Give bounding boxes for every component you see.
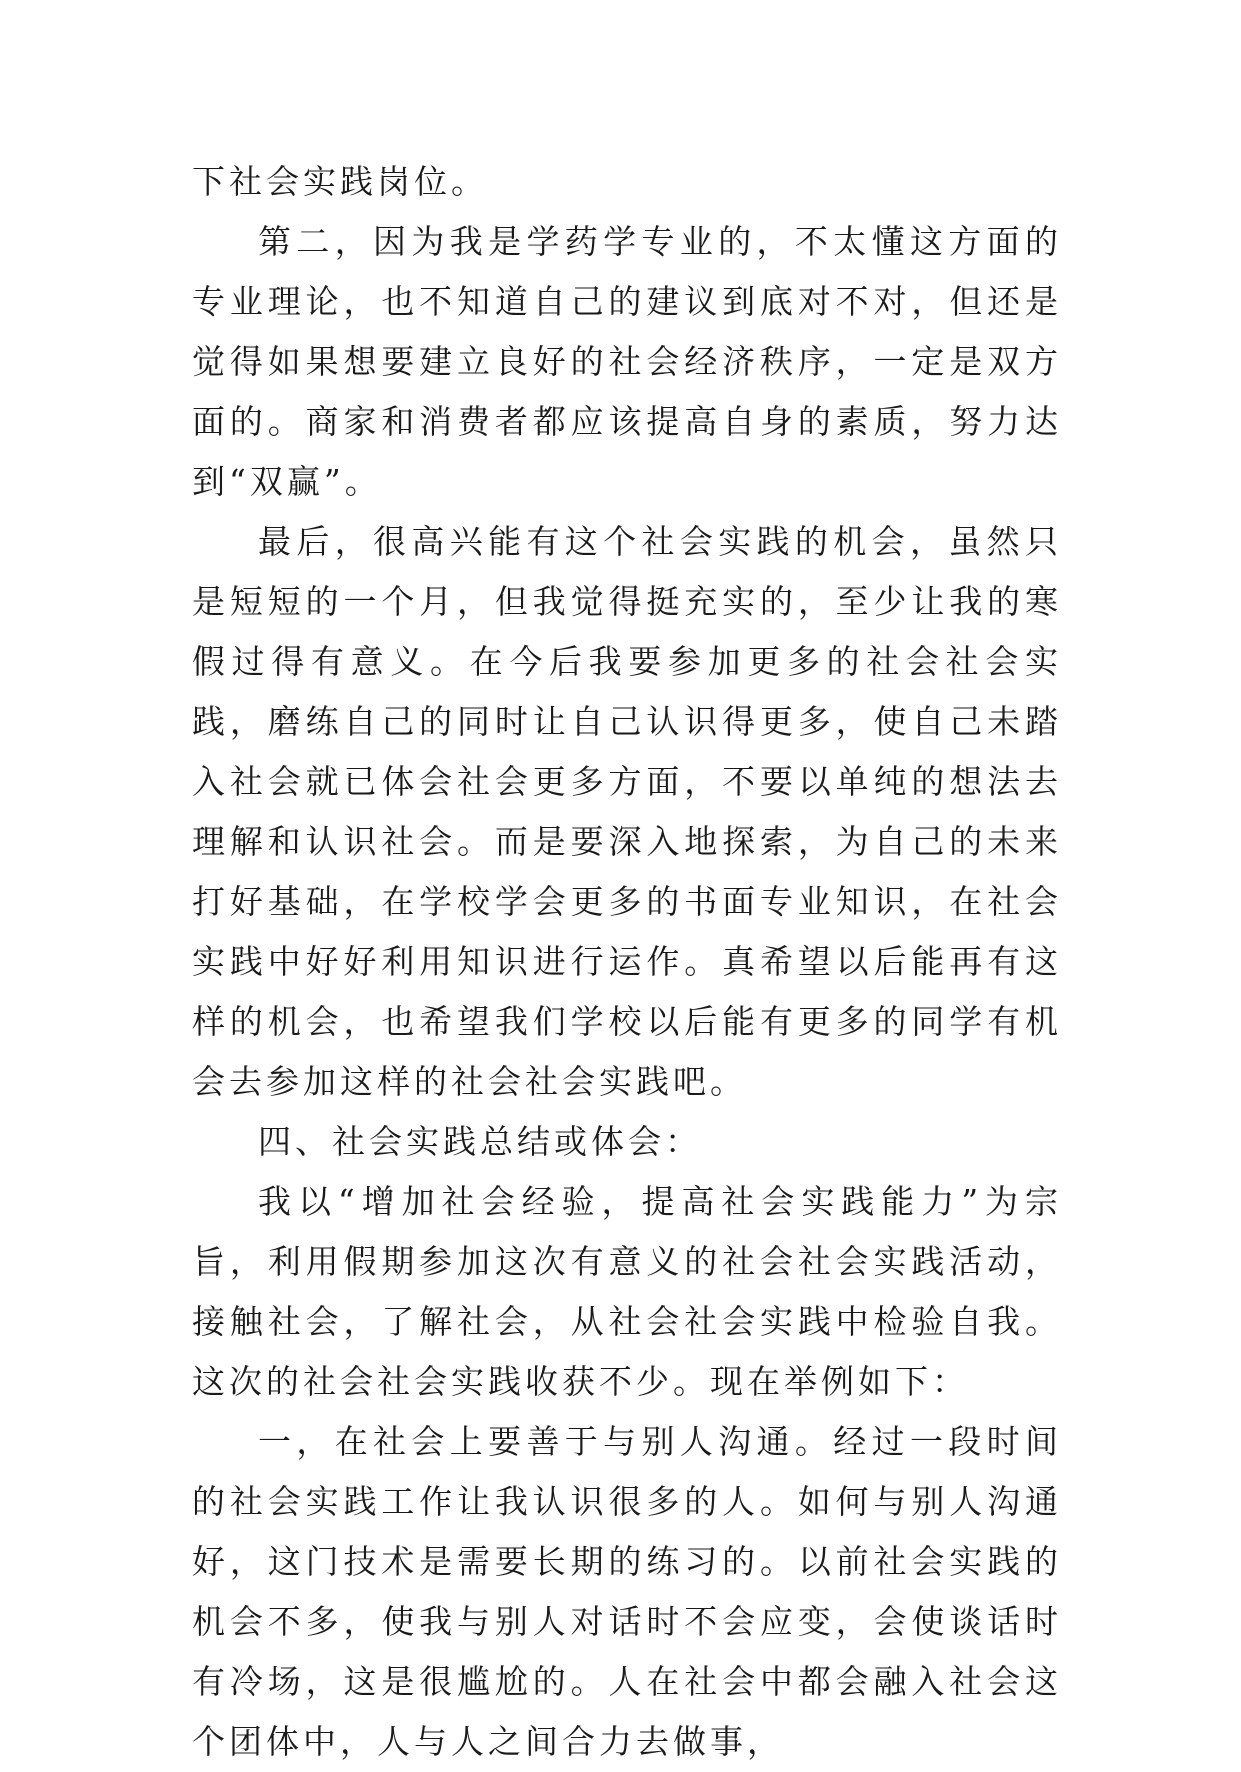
paragraph-5: 我以“增加社会经验，提高社会实践能力”为宗旨，利用假期参加这次有意义的社会社会实践活动，接触社会，了解社会，从社会社会实践中检验自我。这次的社会社会实践收获不少。现在举例如下： <box>192 1182 1062 1401</box>
paragraph-1: 下社会实践岗位。 <box>192 162 488 201</box>
document-body <box>192 152 1062 1772</box>
paragraph-6: 一，在社会上要善于与别人沟通。经过一段时间的社会实践工作让我认识很多的人。如何与别人沟通好，这门技术是需要长期的练习的。以前社会实践的机会不多，使我与别人对话时不会应变，会使谈话时有冷场，这是很尴尬的。人在社会中都会融入社会这个团体中，人与人之间合力去做事， <box>192 1422 1062 1761</box>
paragraph-2: 第二，因为我是学药学专业的，不太懂这方面的专业理论，也不知道自己的建议到底对不对，但还是觉得如果想要建立良好的社会经济秩序，一定是双方面的。商家和消费者都应该提高自身的素质，努力达到“双赢”。 <box>192 222 1062 501</box>
section-heading-4: 四、社会实践总结或体会： <box>258 1122 702 1161</box>
paragraph-3: 最后，很高兴能有这个社会实践的机会，虽然只是短短的一个月，但我觉得挺充实的，至少让我的寒假过得有意义。在今后我要参加更多的社会社会实践，磨练自己的同时让自己认识得更多，使自己未踏入社会就已体会社会更多方面，不要以单纯的想法去理解和认识社会。而是要深入地探索，为自己的未来打好基础，在学校学会更多的书面专业知识，在社会实践中好好利用知识进行运作。真希望以后能再有这样的机会，也希望我们学校以后能有更多的同学有机会去参加这样的社会社会实践吧。 <box>192 522 1062 1101</box>
